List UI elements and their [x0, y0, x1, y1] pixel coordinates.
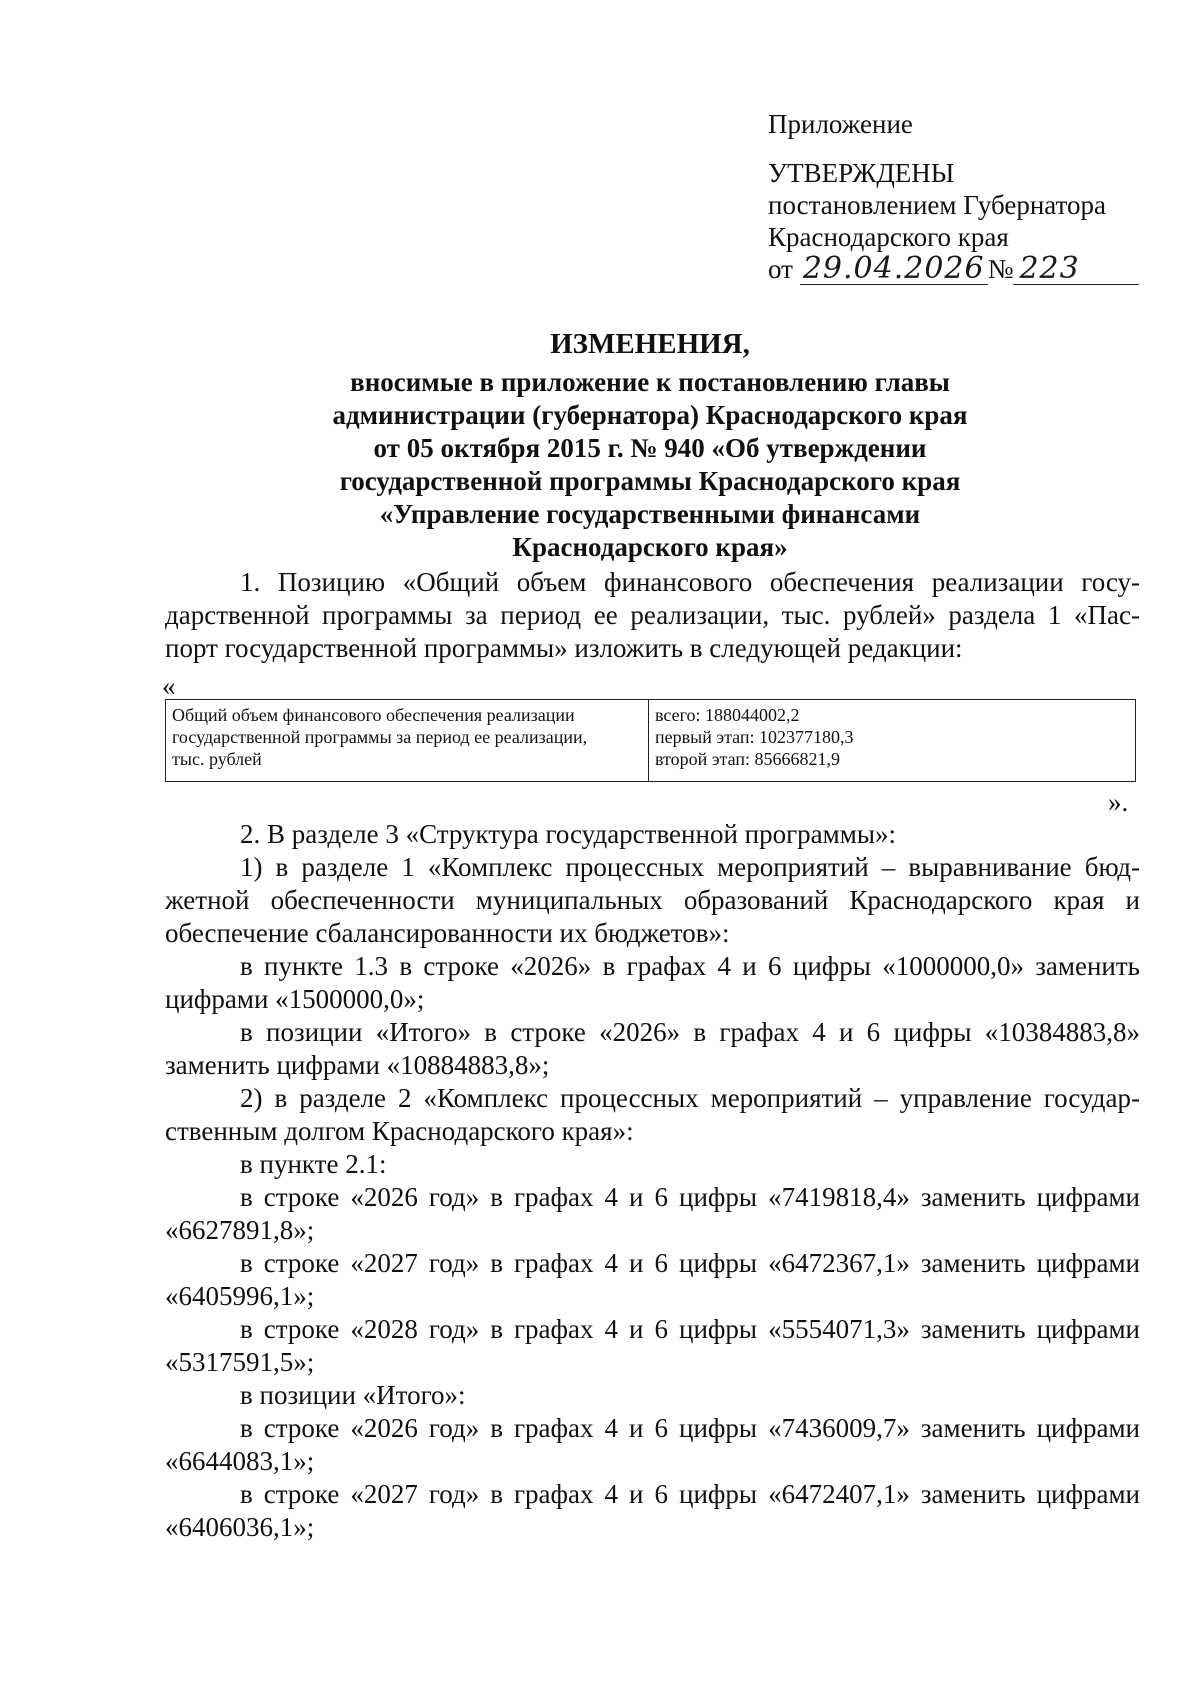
section-2-heading: 2. В разделе 3 «Структура государственной программы»:: [240, 819, 896, 849]
item-1: [165, 851, 1140, 950]
approval-block: [768, 108, 1148, 285]
cell-line: второй этап: 85666821,9: [655, 749, 841, 769]
cell-line: государственной программы за период ее реализации,: [172, 727, 588, 747]
paragraph-line: в строке «2027 год» в графах 4 и 6 цифры «6472367,1» заменить цифрами: [240, 1248, 1140, 1278]
paragraph-line: жетной обеспеченности муниципальных образований Краснодарского края и: [165, 885, 1140, 915]
title-line: Краснодарского края»: [512, 532, 788, 562]
approved-region-line: Краснодарского края: [768, 222, 1009, 252]
paragraph-line: ственным долгом Краснодарского края»:: [165, 1116, 634, 1146]
item-1-total: [165, 1016, 1140, 1082]
document-title: [150, 328, 1150, 564]
quote-close: ».: [1108, 787, 1129, 817]
paragraph-line: «6644083,1»;: [165, 1446, 315, 1476]
item-2: [165, 1082, 1140, 1148]
paragraph-line: обеспечение сбалансированности их бюджетов»:: [165, 918, 730, 948]
paragraph-line: 1) в разделе 1 «Комплекс процессных мероприятий – выравнивание бюд-: [240, 852, 1140, 882]
title-line: от 05 октября 2015 г. № 940 «Об утверждении: [373, 433, 927, 463]
item-2-row-2028: [165, 1313, 1140, 1379]
title-line: вносимые в приложение к постановлению главы: [350, 367, 950, 397]
item-2-point: в пункте 2.1:: [240, 1149, 387, 1179]
funding-values-cell: [649, 700, 1136, 782]
table-row: [166, 700, 1136, 782]
paragraph-line: заменить цифрами «10884883,8»;: [165, 1050, 550, 1080]
quote-open: «: [162, 671, 176, 701]
paragraph-line: «6406036,1»;: [165, 1512, 315, 1542]
paragraph-line: «5317591,5»;: [165, 1347, 315, 1377]
paragraph-line: в позиции «Итого» в строке «2026» в графах 4 и 6 цифры «10384883,8»: [240, 1017, 1140, 1047]
title-line: администрации (губернатора) Краснодарского края: [332, 400, 968, 430]
cell-line: всего: 188044002,2: [655, 705, 800, 725]
paragraph-line: в строке «2028 год» в графах 4 и 6 цифры «5554071,3» заменить цифрами: [240, 1314, 1140, 1344]
paragraph-line: порт государственной программы» изложить в следующей редакции:: [165, 633, 963, 663]
total-position: в позиции «Итого»:: [240, 1380, 466, 1410]
approved-by-line: постановлением Губернатора: [768, 190, 1106, 220]
approved-label: УТВЕРЖДЕНЫ: [768, 158, 955, 188]
paragraph-line: в пункте 1.3 в строке «2026» в графах 4 и 6 цифры «1000000,0» заменить: [240, 951, 1140, 981]
handwritten-date: 29.04.2026: [800, 254, 988, 285]
cell-line: тыс. рублей: [172, 749, 262, 769]
number-sign: №: [987, 254, 1014, 284]
cell-line: первый этап: 102377180,3: [655, 727, 854, 747]
date-prefix: от: [768, 254, 793, 284]
paragraph-line: в строке «2026 год» в графах 4 и 6 цифры «7436009,7» заменить цифрами: [240, 1413, 1140, 1443]
paragraph-line: в строке «2027 год» в графах 4 и 6 цифры «6472407,1» заменить цифрами: [240, 1479, 1140, 1509]
paragraph-line: в строке «2026 год» в графах 4 и 6 цифры «7419818,4» заменить цифрами: [240, 1182, 1140, 1212]
item-2-row-2027: [165, 1247, 1140, 1313]
paragraph-line: 1. Позицию «Общий объем финансового обеспечения реализации госу-: [240, 567, 1140, 597]
paragraph-line: дарственной программы за период ее реализации, тыс. рублей» раздела 1 «Пас-: [165, 600, 1140, 630]
funding-label-cell: [166, 700, 649, 782]
total-row-2027: [165, 1478, 1140, 1544]
appendix-label: Приложение: [768, 109, 913, 139]
approval-date-line: [768, 253, 1148, 285]
item-2-row-2026: [165, 1181, 1140, 1247]
paragraph-line: 2) в разделе 2 «Комплекс процессных мероприятий – управление государ-: [240, 1083, 1140, 1113]
title-main: ИЗМЕНЕНИЯ,: [550, 328, 750, 360]
cell-line: Общий объем финансового обеспечения реализации: [172, 705, 575, 725]
handwritten-number: 223: [1013, 254, 1139, 285]
item-1-point: [165, 950, 1140, 1016]
funding-table: [165, 699, 1136, 782]
total-row-2026: [165, 1412, 1140, 1478]
paragraph-1: [165, 566, 1140, 665]
paragraph-line: «6405996,1»;: [165, 1281, 315, 1311]
title-line: государственной программы Краснодарского края: [339, 466, 961, 496]
paragraph-line: цифрами «1500000,0»;: [165, 984, 425, 1014]
title-line: «Управление государственными финансами: [379, 499, 921, 529]
paragraph-line: «6627891,8»;: [165, 1215, 315, 1245]
